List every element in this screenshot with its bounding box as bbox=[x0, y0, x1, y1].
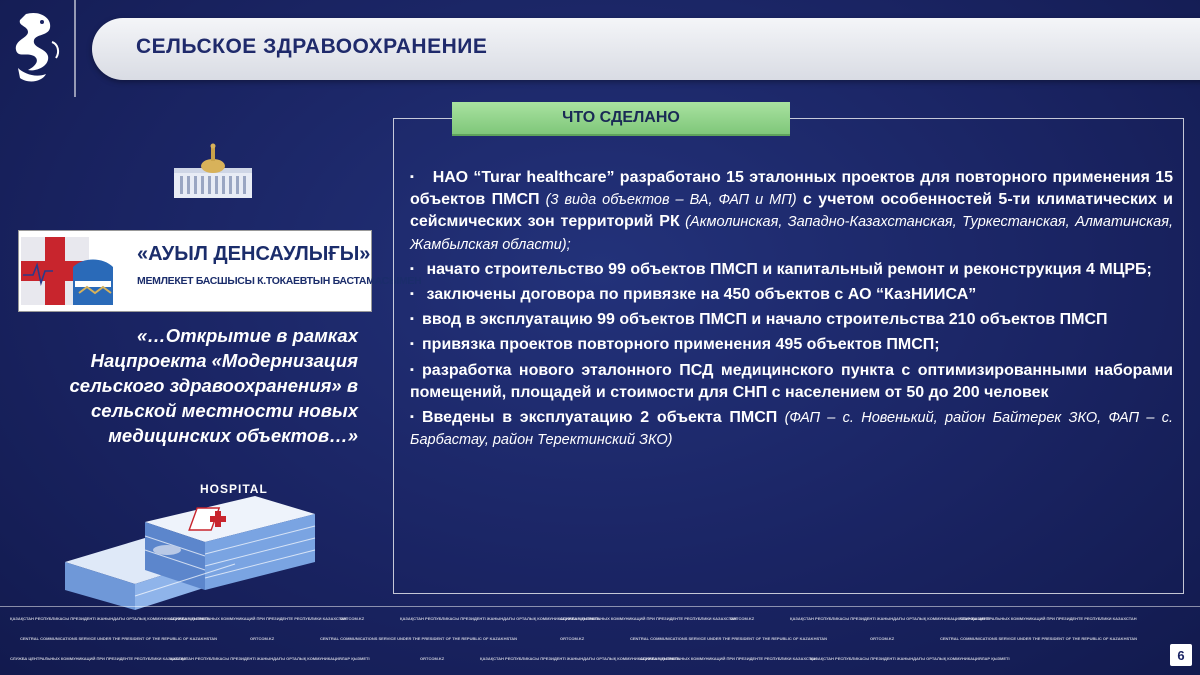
footer-label: ҚАЗАҚСТАН РЕСПУБЛИКАСЫ ПРЕЗИДЕНТІ ЖАНЫНДАҒЫ ОРТАЛЫҚ КОММУНИКАЦИЯЛАР ҚЫЗМЕТІ bbox=[810, 656, 1010, 661]
footer-label: ҚАЗАҚСТАН РЕСПУБЛИКАСЫ ПРЕЗИДЕНТІ ЖАНЫНДАҒЫ ОРТАЛЫҚ КОММУНИКАЦИЯЛАР ҚЫЗМЕТІ bbox=[10, 616, 210, 621]
achievements-list bbox=[410, 166, 1173, 453]
title-bar bbox=[92, 18, 1200, 80]
footer-label: ҚАЗАҚСТАН РЕСПУБЛИКАСЫ ПРЕЗИДЕНТІ ЖАНЫНДАҒЫ ОРТАЛЫҚ КОММУНИКАЦИЯЛАР ҚЫЗМЕТІ bbox=[790, 616, 990, 621]
footer-divider bbox=[0, 606, 1200, 607]
logo-panel bbox=[0, 0, 76, 97]
footer-label: ORTCOM.KZ bbox=[870, 636, 895, 641]
footer-label: СЛУЖБА ЦЕНТРАЛЬНЫХ КОММУНИКАЦИЙ ПРИ ПРЕЗИДЕНТЕ РЕСПУБЛИКИ КАЗАХСТАН bbox=[560, 616, 737, 621]
government-building-icon bbox=[172, 142, 254, 200]
footer-label: СЛУЖБА ЦЕНТРАЛЬНЫХ КОММУНИКАЦИЙ ПРИ ПРЕЗИДЕНТЕ РЕСПУБЛИКИ КАЗАХСТАН bbox=[170, 616, 347, 621]
hospital-label: HOSPITAL bbox=[200, 482, 268, 496]
footer-label: ORTCOM.KZ bbox=[560, 636, 585, 641]
footer-label: ORTCOM.KZ bbox=[250, 636, 275, 641]
snow-leopard-logo-icon bbox=[6, 8, 64, 88]
list-item: ▪ начато строительство 99 объектов ПМСП и капитальный ремонт и реконструкция 4 МЦРБ; bbox=[410, 260, 1152, 278]
footer-label: ORTCOM.KZ bbox=[420, 656, 445, 661]
footer-label: СЛУЖБА ЦЕНТРАЛЬНЫХ КОММУНИКАЦИЙ ПРИ ПРЕЗИДЕНТЕ РЕСПУБЛИКИ КАЗАХСТАН bbox=[10, 656, 187, 661]
list-item: ▪ привязка проектов повторного применения 495 объектов ПМСП; bbox=[410, 336, 940, 354]
footer-label: СЛУЖБА ЦЕНТРАЛЬНЫХ КОММУНИКАЦИЙ ПРИ ПРЕЗИДЕНТЕ РЕСПУБЛИКИ КАЗАХСТАН bbox=[640, 656, 817, 661]
footer-label: ORTCOM.KZ bbox=[730, 616, 755, 621]
footer-label: ҚАЗАҚСТАН РЕСПУБЛИКАСЫ ПРЕЗИДЕНТІ ЖАНЫНДАҒЫ ОРТАЛЫҚ КОММУНИКАЦИЯЛАР ҚЫЗМЕТІ bbox=[400, 616, 600, 621]
hospital-building-icon bbox=[55, 492, 355, 610]
page-title: СЕЛЬСКОЕ ЗДРАВООХРАНЕНИЕ bbox=[136, 35, 488, 58]
footer-label: СЛУЖБА ЦЕНТРАЛЬНЫХ КОММУНИКАЦИЙ ПРИ ПРЕЗИДЕНТЕ РЕСПУБЛИКИ КАЗАХСТАН bbox=[960, 616, 1137, 621]
banner-subtitle: МЕМЛЕКЕТ БАСШЫСЫ К.ТОКАЕВТЫН БАСТАМАСЫМЕН bbox=[137, 275, 422, 287]
footer-label: ORTCOM.KZ bbox=[340, 616, 365, 621]
footer-label: CENTRAL COMMUNICATIONS SERVICE UNDER THE PRESIDENT OF THE REPUBLIC OF KAZAKHSTAN bbox=[20, 636, 218, 641]
banner-title: «АУЫЛ ДЕНСАУЛЫҒЫ» bbox=[137, 243, 371, 265]
quote-text: «…Открытие в рамках Нацпроекта «Модернизация сельского здравоохранения» в сельской местности новых медицинских объектов…» bbox=[69, 325, 358, 446]
footer-label: CENTRAL COMMUNICATIONS SERVICE UNDER THE PRESIDENT OF THE REPUBLIC OF KAZAKHSTAN bbox=[630, 636, 828, 641]
campaign-banner bbox=[18, 230, 422, 312]
list-item: ▪ разработка нового эталонного ПСД медицинского пункта с оптимизированными наборами помещений, площадей и стоимости для СНП с населением от 50 до 200 человек bbox=[410, 361, 1173, 401]
footer-label: ҚАЗАҚСТАН РЕСПУБЛИКАСЫ ПРЕЗИДЕНТІ ЖАНЫНДАҒЫ ОРТАЛЫҚ КОММУНИКАЦИЯЛАР ҚЫЗМЕТІ bbox=[480, 656, 680, 661]
list-item: ▪ ввод в эксплуатацию 99 объектов ПМСП и начало строительства 210 объектов ПМСП bbox=[410, 311, 1108, 329]
list-item: ▪ Введены в эксплуатацию 2 объекта ПМСП (ФАП – с. Новенький, район Байтерек ЗКО, ФАП – с. Барбастау, район Теректинский ЗКО) bbox=[410, 409, 1173, 449]
list-item: ▪ заключены договора по привязке на 450 объектов с АО “КазНИИСА” bbox=[410, 286, 977, 304]
footer-label: ҚАЗАҚСТАН РЕСПУБЛИКАСЫ ПРЕЗИДЕНТІ ЖАНЫНДАҒЫ ОРТАЛЫҚ КОММУНИКАЦИЯЛАР ҚЫЗМЕТІ bbox=[170, 656, 370, 661]
list-item: ▪ НАО “Turar healthcare” разработано 15 эталонных проектов для повторного применения 15 объектов ПМСП (3 вида объектов – ВА, ФАП и МП) с учетом особенностей 5-ти климатических и сейсмических зон территорий РК (Акмолинская, Западно-Казахстанская, Туркестанская, Алматинская, Жамбылская области); bbox=[410, 169, 1174, 253]
footer-watermark-strip bbox=[0, 610, 1200, 675]
footer-label: CENTRAL COMMUNICATIONS SERVICE UNDER THE PRESIDENT OF THE REPUBLIC OF KAZAKHSTAN bbox=[940, 636, 1138, 641]
tab-chto-sdelano: ЧТО СДЕЛАНО bbox=[452, 102, 790, 136]
medical-cross-emblem-icon bbox=[19, 231, 137, 311]
page-number: 6 bbox=[1170, 644, 1192, 666]
footer-label: CENTRAL COMMUNICATIONS SERVICE UNDER THE PRESIDENT OF THE REPUBLIC OF KAZAKHSTAN bbox=[320, 636, 518, 641]
